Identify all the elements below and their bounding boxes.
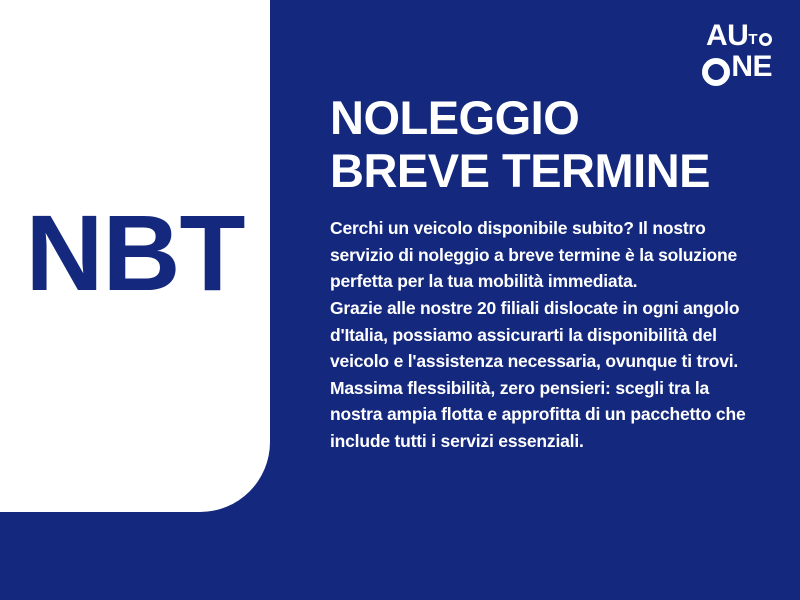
page-title <box>330 92 760 197</box>
logo-letter-t: T <box>748 31 757 49</box>
logo-letter-a: A <box>705 19 728 52</box>
logo-letter-e: E <box>752 49 772 83</box>
logo-circle-icon <box>702 58 730 86</box>
paragraph-1: Cerchi un veicolo disponibile subito? Il nostro servizio di noleggio a breve termine è la soluzione perfetta per la tua mobilità immediata. <box>330 218 737 292</box>
service-abbreviation: NBT <box>25 192 245 313</box>
logo-letter-u: U <box>727 19 749 52</box>
logo-line-auto <box>652 19 772 52</box>
headline-line-1: NOLEGGIO <box>330 91 580 144</box>
logo-ring-icon <box>759 33 772 46</box>
logo-line-one <box>652 49 772 83</box>
paragraph-3: Massima flessibilità, zero pensieri: scegli tra la nostra ampia flotta e approfitta di un pacchetto che include tutti i servizi essenziali. <box>330 377 746 451</box>
main-content <box>330 92 760 455</box>
autoone-logo <box>652 19 772 84</box>
paragraph-2: Grazie alle nostre 20 filiali dislocate in ogni angolo d'Italia, possiamo assicurarti la disponibilità del veicolo e l'assistenza necessaria, ovunque ti trovi. <box>330 298 740 372</box>
body-copy <box>330 215 760 454</box>
left-white-panel <box>0 0 270 512</box>
headline-line-2: BREVE TERMINE <box>330 143 710 197</box>
logo-letter-n: N <box>731 49 753 83</box>
